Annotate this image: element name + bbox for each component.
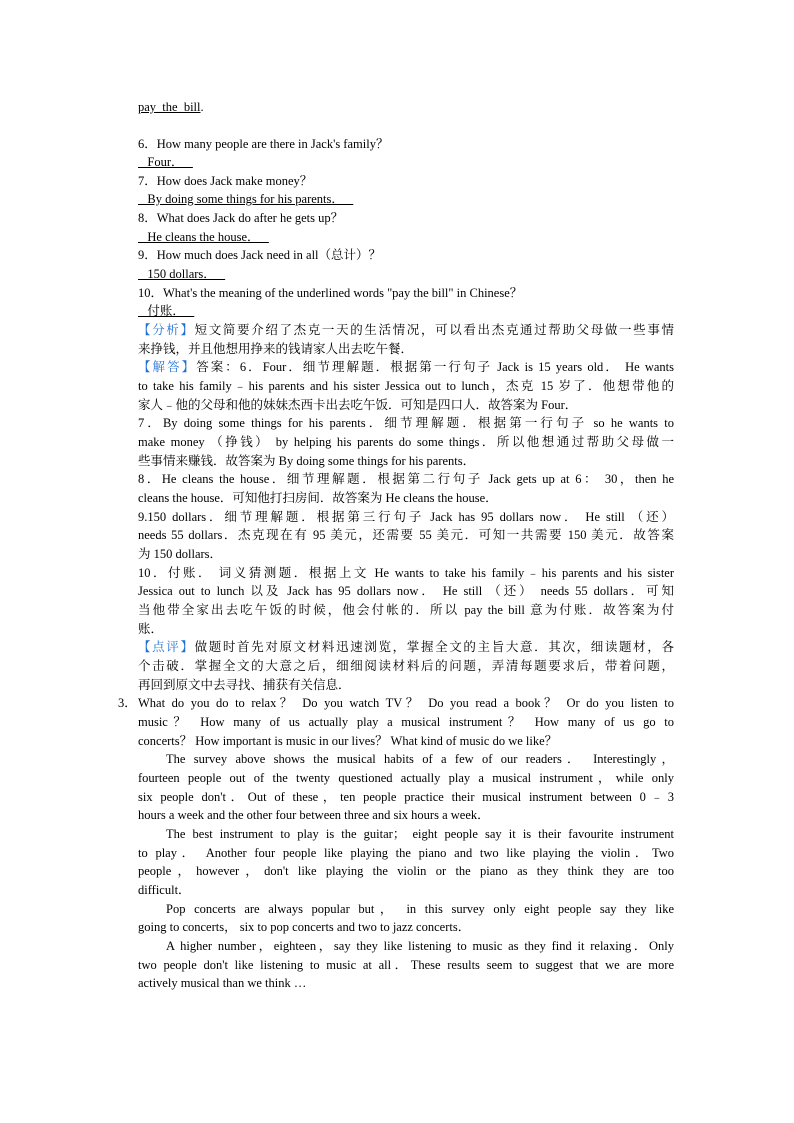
answer-line — [138, 98, 674, 116]
analysis-line-2: 来挣钱，并且他想用挣来的钱请家人出去吃午餐． — [138, 342, 414, 356]
para4-line-2: two people don't like listening to music at all．These results seem to suggest that we are more — [138, 958, 674, 972]
para1-line-3: six people don't．Out of these，ten people practice their musical instrument between 0﹣3 — [138, 790, 674, 804]
para1-line-4: hours a week and the other four between three and six hours a week． — [138, 808, 490, 822]
solution-line-4: 7．By doing some things for his parents．细节理解题．根据第一行句子 so he wants to — [138, 416, 674, 430]
answer-7: By doing some things for his parents． — [138, 192, 354, 206]
solution-line-12: 10．付账． 词义猜测题．根据上文 He wants to take his family﹣his parents and his sister — [138, 566, 674, 580]
question-7: 7．How does Jack make money？ — [138, 174, 313, 188]
analysis-line-1 — [138, 321, 674, 339]
punctuation: . — [200, 100, 204, 114]
question-9: 9．How much does Jack need in all（总计）？ — [138, 248, 382, 262]
comment-line-2: 个击破．掌握全文的大意之后，细细阅读材料后的问题，弄清每题要求后，带着问题， — [138, 659, 674, 673]
solution-line-11: 为 150 dollars． — [138, 547, 223, 561]
para4-line-3: actively musical than we think … — [138, 976, 307, 990]
para2-line-1: The best instrument to play is the guitar； eight people say it is their favourite instrument — [166, 827, 674, 841]
solution-line-2: to take his family﹣his parents and his sister Jessica out to lunch，杰克 15 岁了．他想带他的 — [138, 379, 674, 393]
para3-line-1: Pop concerts are always popular but， in this survey only eight people say they like — [166, 902, 674, 916]
para3-line-2: going to concerts， six to pop concerts and two to jazz concerts． — [138, 920, 471, 934]
para4-line-1: A higher number，eighteen，say they like listening to music as they find it relaxing．Only — [166, 939, 674, 953]
solution-line-7: 8．He cleans the house．细节理解题．根据第二行句子 Jack gets up at 6： 30，then he — [138, 472, 674, 486]
solution-line-6: 些事情来赚钱．故答案为 By doing some things for his parents． — [138, 454, 476, 468]
solution-line-14: 当他带全家出去吃午饭的时候，他会付帐的．所以 pay the bill 意为付账．故答案为付 — [138, 603, 674, 617]
answer-9: 150 dollars． — [138, 267, 226, 281]
solution-line-9: 9.150 dollars．细节理解题．根据第三行句子 Jack has 95 dollars now． He still （还） — [138, 510, 674, 524]
question-number-3: 3． — [118, 696, 137, 710]
intro-line-1: What do you do to relax？ Do you watch TV？ Do you read a book？ Or do you listen to — [138, 696, 674, 710]
solution-line-8: cleans the house．可知他打扫房间．故答案为 He cleans the house． — [138, 491, 498, 505]
question-10: 10．What's the meaning of the underlined words "pay the bill" in Chinese？ — [138, 286, 523, 300]
para2-line-4: difficult． — [138, 883, 191, 897]
comment-line-3: 再回到原文中去寻找、捕获有关信息． — [138, 678, 351, 692]
answer-6: Four． — [138, 155, 193, 169]
question-6: 6．How many people are there in Jack's family？ — [138, 137, 389, 151]
intro-line-3: concerts？ How important is music in our lives？ What kind of music do we like？ — [138, 734, 558, 748]
solution-line-1 — [138, 358, 674, 376]
analysis-text: 短文简要介绍了杰克一天的生活情况，可以看出杰克通过帮助父母做一些事情 — [194, 323, 674, 337]
answer-10: 付账． — [138, 304, 195, 318]
underlined-answer: pay_the_bill — [138, 100, 201, 114]
solution-line-5: make money （挣钱） by helping his parents do some things．所以他想通过帮助父母做一 — [138, 435, 674, 449]
answer-8: He cleans the house． — [138, 230, 269, 244]
para2-line-2: to play． Another four people like playing the piano and two like playing the violin．Two — [138, 846, 674, 860]
comment-tag: 【点评】 — [138, 640, 195, 654]
question-8: 8．What does Jack do after he gets up？ — [138, 211, 344, 225]
solution-text: 答案：6．Four．细节理解题．根据第一行句子 Jack is 15 years old． He wants — [196, 360, 674, 374]
para1-line-1: The survey above shows the musical habits of a few of our readers． Interestingly， — [166, 752, 674, 766]
comment-line-1 — [138, 638, 674, 656]
para1-line-2: fourteen people out of the twenty questioned actually play a musical instrument，while only — [138, 771, 674, 785]
solution-line-10: needs 55 dollars．杰克现在有 95 美元，还需要 55 美元．可知一共需要 150 美元．故答案 — [138, 528, 674, 542]
analysis-tag: 【分析】 — [138, 323, 195, 337]
solution-line-3: 家人﹣他的父母和他的妹妹杰西卡出去吃午饭．可知是四口人．故答案为 Four． — [138, 398, 578, 412]
para2-line-3: people，however，don't like playing the violin or the piano as they think they are too — [138, 864, 674, 878]
solution-line-13: Jessica out to lunch 以及 Jack has 95 dollars now． He still （还） needs 55 dollars．可知 — [138, 584, 674, 598]
intro-line-2: music？ How many of us actually play a musical instrument？ How many of us go to — [138, 715, 674, 729]
comment-text: 做题时首先对原文材料迅速浏览，掌握全文的主旨大意．其次，细读题材，各 — [194, 640, 674, 654]
solution-line-15: 账． — [138, 622, 164, 636]
solution-tag: 【解答】 — [138, 360, 197, 374]
